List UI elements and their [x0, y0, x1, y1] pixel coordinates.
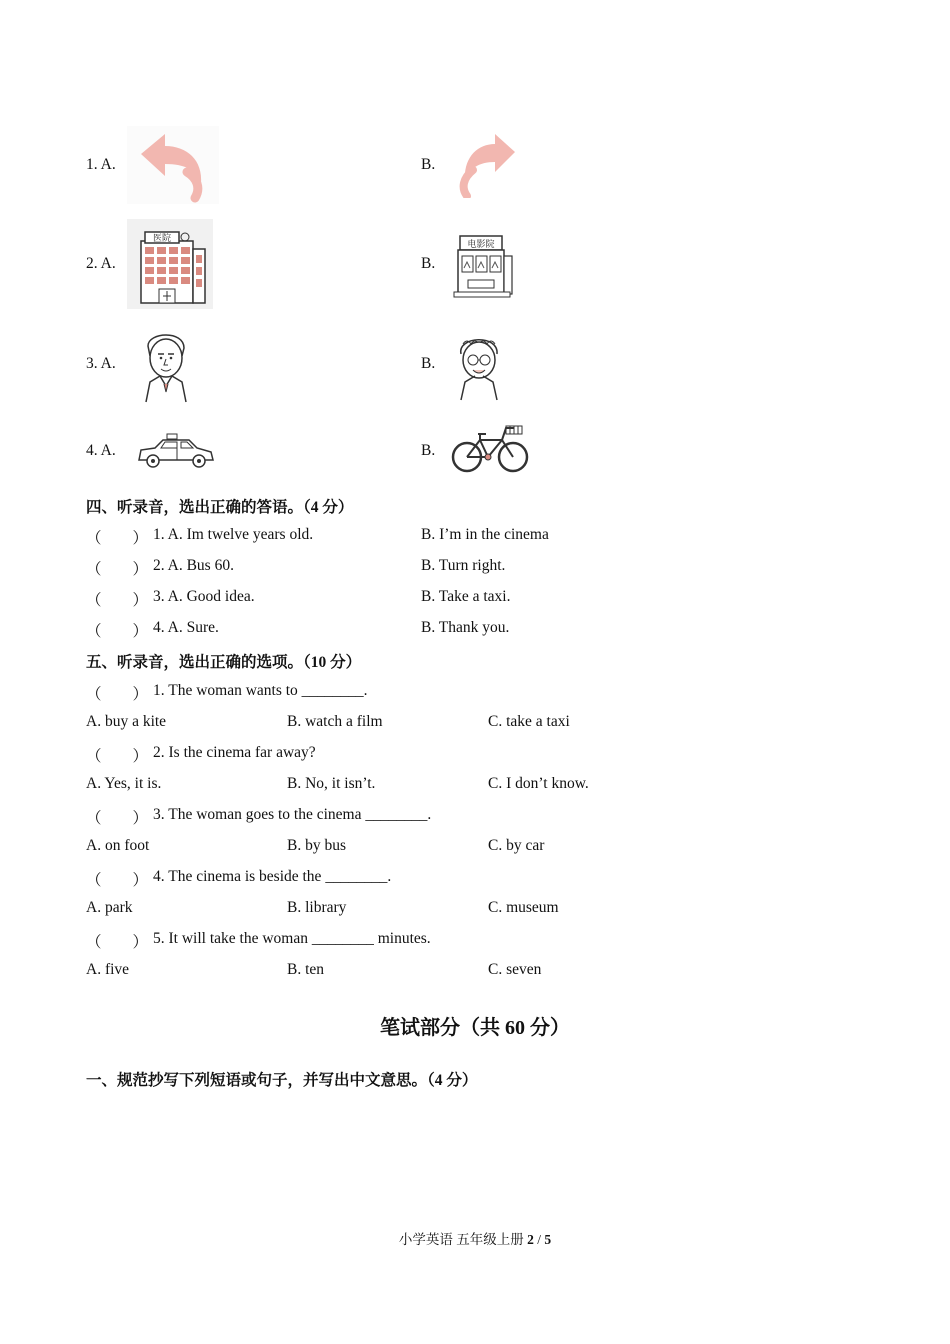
- answer-blank[interactable]: （ ）: [86, 530, 149, 547]
- option-b: B. library: [287, 899, 347, 916]
- option-label: B.: [421, 442, 436, 459]
- cinema-sign-text: 电影院: [467, 240, 495, 250]
- cinema-building-icon: [452, 232, 518, 300]
- option-b: B. ten: [287, 961, 325, 978]
- option-b: B. I’m in the cinema: [421, 526, 549, 543]
- question-text: 3. The woman goes to the cinema ________.: [153, 806, 432, 823]
- taxi-car-icon: [133, 432, 217, 472]
- written-section-1-title: 一、规范抄写下列短语或句子，并写出中文意思。（4 分）: [86, 1072, 478, 1089]
- answer-blank[interactable]: （ ）: [86, 810, 149, 827]
- question-text: 4. The cinema is beside the ________.: [153, 868, 392, 885]
- option-a: A. park: [86, 899, 133, 916]
- option-a: A. buy a kite: [86, 713, 167, 730]
- turn-right-arrow-icon: [455, 130, 521, 198]
- option-a: 3. A. Good idea.: [153, 588, 255, 605]
- page-footer: [0, 1228, 950, 1248]
- option-c: C. museum: [488, 899, 559, 916]
- question-text: 1. The woman wants to ________.: [153, 682, 368, 699]
- answer-blank[interactable]: （ ）: [86, 748, 149, 765]
- option-a: A. on foot: [86, 837, 150, 854]
- answer-blank[interactable]: （ ）: [86, 934, 149, 951]
- young-man-face-icon: [138, 326, 194, 404]
- option-a: 1. A. Im twelve years old.: [153, 526, 314, 543]
- option-b: B. Turn right.: [421, 557, 506, 574]
- option-label: 2. A.: [86, 255, 116, 272]
- answer-blank[interactable]: （ ）: [86, 686, 149, 703]
- option-label: B.: [421, 156, 436, 173]
- option-a: A. five: [86, 961, 130, 978]
- page-number: 2: [527, 1232, 534, 1247]
- footer-text: 小学英语 五年级上册: [398, 1232, 524, 1247]
- option-b: B. No, it isn’t.: [287, 775, 376, 792]
- option-c: C. seven: [488, 961, 542, 978]
- option-a: A. Yes, it is.: [86, 775, 162, 792]
- option-a: 2. A. Bus 60.: [153, 557, 234, 574]
- option-b: B. watch a film: [287, 713, 383, 730]
- question-text: 2. Is the cinema far away?: [153, 744, 316, 761]
- answer-blank[interactable]: （ ）: [86, 623, 149, 640]
- answer-blank[interactable]: （ ）: [86, 592, 149, 609]
- option-b: B. Take a taxi.: [421, 588, 511, 605]
- answer-blank[interactable]: （ ）: [86, 561, 149, 578]
- option-c: C. take a taxi: [488, 713, 570, 730]
- page-total: 5: [544, 1232, 552, 1247]
- option-label: B.: [421, 355, 436, 372]
- option-c: C. by car: [488, 837, 545, 854]
- hospital-sign-text: 医院: [152, 234, 172, 244]
- section-4-title: 四、听录音，选出正确的答语。（4 分）: [86, 499, 354, 516]
- answer-blank[interactable]: （ ）: [86, 872, 149, 889]
- option-label: 1. A.: [86, 156, 116, 173]
- option-a: 4. A. Sure.: [153, 619, 219, 636]
- bicycle-icon: [450, 420, 532, 476]
- old-man-with-glasses-icon: [451, 328, 507, 402]
- option-label: 4. A.: [86, 442, 116, 459]
- option-b: B. by bus: [287, 837, 346, 854]
- option-b: B. Thank you.: [421, 619, 510, 636]
- written-part-title: 笔试部分（共 60 分）: [380, 1017, 570, 1039]
- hospital-building-icon: [127, 219, 213, 309]
- turn-left-arrow-icon: [127, 126, 219, 204]
- section-5-title: 五、听录音，选出正确的选项。（10 分）: [86, 654, 362, 671]
- page-separator: /: [537, 1232, 541, 1247]
- option-c: C. I don’t know.: [488, 775, 589, 792]
- question-text: 5. It will take the woman ________ minutes.: [153, 930, 431, 947]
- option-label: 3. A.: [86, 355, 116, 372]
- option-label: B.: [421, 255, 436, 272]
